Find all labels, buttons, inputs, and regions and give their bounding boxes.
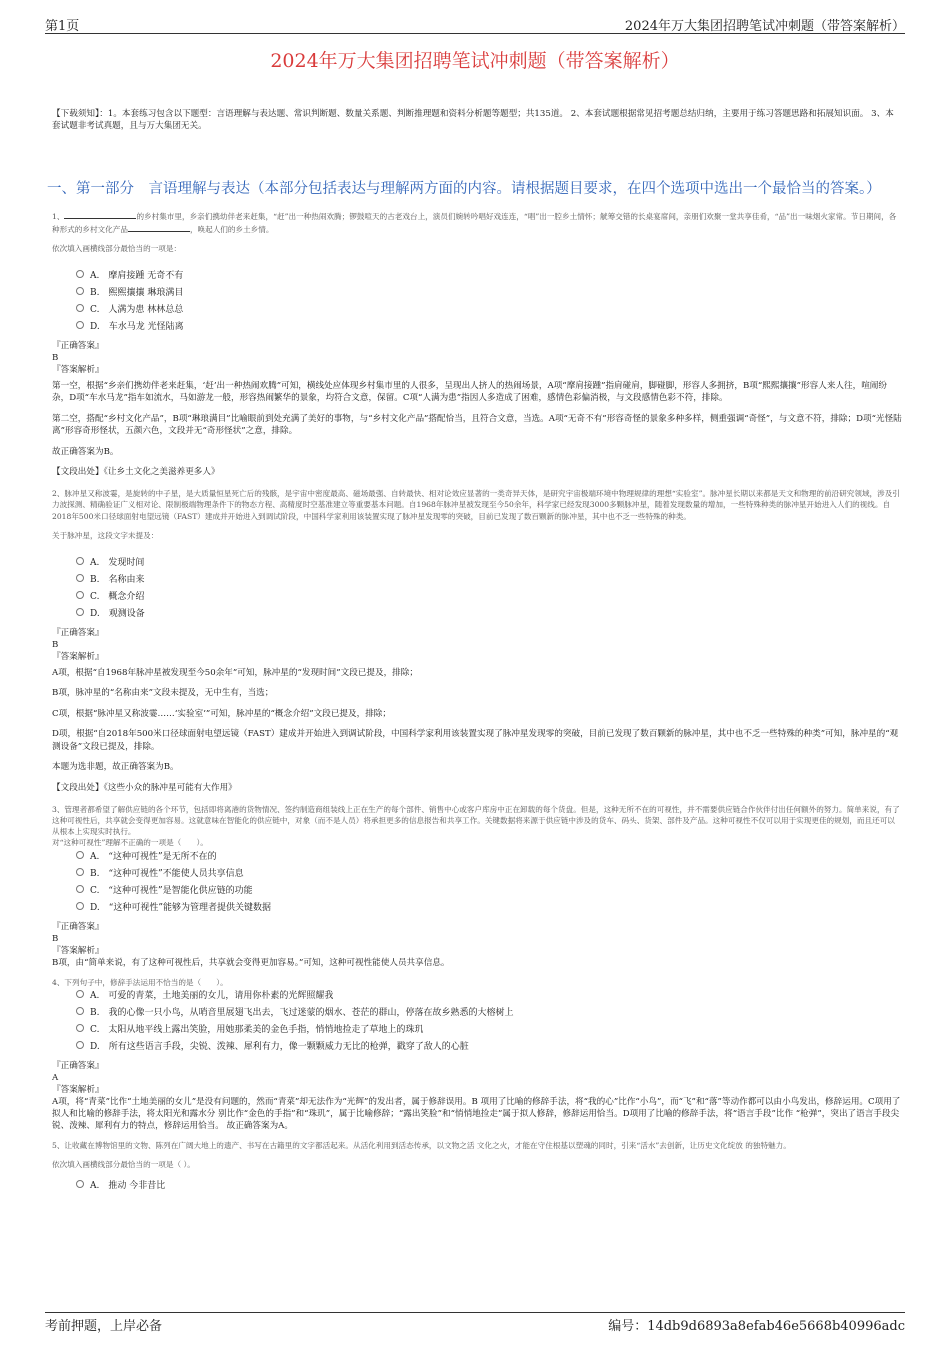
question-3-options: [52, 849, 902, 917]
radio-icon[interactable]: [76, 591, 84, 599]
question-5-options: [52, 1178, 902, 1195]
question-5-prompt: 依次填入画横线部分最恰当的一项是（ ）。: [52, 1159, 195, 1169]
option-item[interactable]: D. “这种可视性”能够为管理者提供关键数据: [76, 900, 902, 917]
answer-label: 『正确答案』: [52, 1060, 104, 1071]
answer-value: B: [52, 640, 59, 651]
analysis-label: 『答案解析』: [52, 652, 104, 663]
option-item[interactable]: C. 概念介绍: [76, 589, 902, 606]
analysis-paragraph: B项，由“简单来说，有了这种可视性后，共享就会变得更加容易。”可知，这种可视性能使人员共享信息。: [52, 957, 450, 968]
radio-icon[interactable]: [76, 868, 84, 876]
option-item[interactable]: A. 发现时间: [76, 555, 902, 572]
radio-icon[interactable]: [76, 1007, 84, 1015]
question-1-stem: 1、 的乡村集市里，乡亲们携幼伴老来赶集，“赶”出一种热闹欢腾；锣鼓喧天的古老戏台上，演员们婉转吟唱好戏连连，“唱”出一腔乡土情怀；觥筹交错的长桌宴席间，亲朋们欢聚一堂共享佳肴，“品”出一味烟火家常。节日期间，各种形式的乡村文化产品 ，唤起人们的乡土乡情。: [52, 212, 897, 234]
question-3-prompt: 对“这种可视性”理解不正确的一项是（ ）。: [52, 838, 208, 848]
radio-icon[interactable]: [76, 608, 84, 616]
radio-icon[interactable]: [76, 885, 84, 893]
radio-icon[interactable]: [76, 1024, 84, 1032]
option-item[interactable]: C. “这种可视性”是智能化供应链的功能: [76, 883, 902, 900]
radio-icon[interactable]: [76, 1041, 84, 1049]
analysis-label: 『答案解析』: [52, 945, 104, 956]
radio-icon[interactable]: [76, 1180, 84, 1188]
analysis-label: 『答案解析』: [52, 365, 104, 376]
option-item[interactable]: A. 摩肩接踵 无奇不有: [76, 268, 902, 285]
answer-value: B: [52, 353, 59, 364]
radio-icon[interactable]: [76, 902, 84, 910]
page-header: [0, 0, 950, 34]
question-2-prompt: 关于脉冲星，这段文字未提及：: [52, 530, 159, 540]
radio-icon[interactable]: [76, 304, 84, 312]
option-item[interactable]: B. “这种可视性”不能使人员共享信息: [76, 866, 902, 883]
analysis-paragraph: 第二空，搭配“乡村文化产品”，B项“琳琅满目”比喻眼前到处充满了美好的事物，与“乡村文化产品”搭配恰当，且符合文意，当选。A项“无奇不有”形容奇怪的景象多种多样，侧重强调“奇怪”，与文意不符，排除；D项“光怪陆离”形容奇形怪状，五颜六色，文段并无“奇形怪状”之意，排除。: [52, 413, 902, 437]
question-5-stem: 5、让收藏在博物馆里的文物、陈列在广阔大地上的遗产、书写在古籍里的文字都活起来。从活化利用到活态传承，以文物之活 文化之火，才能在守住根基以塑魂的同时，引来“活水”去创新，让历史文化绽放 的独特魅力。: [52, 1140, 791, 1150]
radio-icon[interactable]: [76, 270, 84, 278]
question-1-prompt: 依次填入画横线部分最恰当的一项是：: [52, 243, 182, 253]
option-item[interactable]: C. 人满为患 林林总总: [76, 302, 902, 319]
header-doc-title: 2024年万大集团招聘笔试冲刺题（带答案解析）: [624, 19, 905, 34]
question-4-stem: 4、下列句子中，修辞手法运用不恰当的是（ ）。: [52, 977, 228, 987]
question-4-options: [52, 988, 902, 1056]
radio-icon[interactable]: [76, 557, 84, 565]
question-4: [52, 977, 902, 1132]
page-footer: [45, 1312, 905, 1334]
radio-icon[interactable]: [76, 851, 84, 859]
option-item[interactable]: A. 可爱的青菜，土地美丽的女儿，请用你朴素的光辉照耀我: [76, 988, 902, 1005]
download-notice: 【下载须知】：1。本套练习包含以下题型：言语理解与表达题、常识判断题、数量关系题、判断推理题和资料分析题等题型；共135道。 2、本套试题根据常见招考题总结归纳，主要用于练习答题思路和拓展知识面。 3、本套试题非考试真题，且与万大集团无关。: [52, 109, 894, 132]
radio-icon[interactable]: [76, 990, 84, 998]
analysis-paragraph: 第一空，根据“乡亲们携幼伴老来赶集，‘赶’出一种热闹欢腾”可知，横线处应体现乡村集市里的人很多，呈现出人挤人的热闹场景，A项“摩肩接踵”指肩碰肩，脚碰脚，形容人多拥挤，B项“熙熙攘攘”形容人来人往，喧闹纷杂，D项“车水马龙”指车如流水，马如游龙一般，形容热闹繁华的景象，均符合文意，保留。C项“人满为患”指因人多造成了困难，感情色彩偏消极，与文段感情色彩不符，排除。: [52, 381, 887, 404]
analysis-paragraph: C项，根据“脉冲星又称波霎……‘实验室’”可知，脉冲星的“概念介绍”文段已提及，排除；: [52, 708, 391, 719]
question-5: [52, 1140, 902, 1195]
option-item[interactable]: B. 我的心像一只小鸟，从哨音里展翅飞出去，飞过迷蒙的烟水、苍茫的群山，停落在故乡熟悉的大榕树上: [76, 1005, 902, 1022]
page-number: 第1页: [45, 19, 80, 34]
analysis-label: 『答案解析』: [52, 1084, 104, 1095]
option-item[interactable]: A. 推动 今非昔比: [76, 1178, 902, 1195]
analysis-paragraph: D项，根据“自2018年500米口径球面射电望远镜（FAST）建成并开始进入到调试阶段，中国科学家利用该装置实现了脉冲星发现零的突破，目前已发现了数百颗新的脉冲星，其中也不乏一些特殊的种类”可知，脉冲星的“观测设备”文段已提及，排除。: [52, 729, 899, 752]
section-heading: 一、第一部分 言语理解与表达（本部分包括表达与理解两方面的内容。请根据题目要求，在四个选项中选出一个最恰当的答案。）: [47, 181, 881, 198]
document-title: 2024年万大集团招聘笔试冲刺题（带答案解析）: [270, 50, 680, 72]
option-item[interactable]: B. 熙熙攘攘 琳琅满目: [76, 285, 902, 302]
answer-value: B: [52, 933, 59, 944]
document-body: [47, 108, 902, 1199]
radio-icon[interactable]: [76, 574, 84, 582]
radio-icon[interactable]: [76, 287, 84, 295]
source-citation: 【文段出处】《这些小众的脉冲星可能有大作用》: [52, 782, 237, 793]
analysis-paragraph: B项，脉冲星的“名称由来”文段未提及，无中生有，当选；: [52, 688, 274, 699]
option-item[interactable]: C. 太阳从地平线上露出笑脸，用她那柔美的金色手指，悄悄地捡走了草地上的珠玑: [76, 1022, 902, 1039]
fill-blank-1: [64, 210, 136, 219]
question-3: [52, 804, 902, 969]
radio-icon[interactable]: [76, 321, 84, 329]
answer-label: 『正确答案』: [52, 628, 104, 639]
option-item[interactable]: D. 所有这些语言手段，尖锐、泼辣、犀利有力，像一颗颗威力无比的枪弹，戳穿了敌人的心脏: [76, 1039, 902, 1056]
analysis-paragraph: A项，根据“自1968年脉冲星被发现至今50余年”可知，脉冲星的“发现时间”文段已提及，排除；: [52, 668, 418, 679]
answer-label: 『正确答案』: [52, 921, 104, 932]
option-item[interactable]: B. 名称由来: [76, 572, 902, 589]
question-2-stem: 2、脉冲星又称波霎，是旋转的中子星，是大质量恒星死亡后的残骸，是宇宙中密度最高、磁场最强、自转最快、相对论效应显著的一类奇异天体，是研究宇宙极端环境中物理规律的理想“实验室”。脉冲星长期以来都是天文和物理的前沿研究领域，涉及引力波探测、精确验证广义相对论、限制极端物理条件下的物态方程、高精度时空基准建立等重要基本问题。自1968年脉冲星被发现至今50余年，科学家已经发现3000多颗脉冲星，随着发现数量的增加，一些特殊种类的脉冲星开始进入人们的视线。自2018年500米口径球面射电望远镜（FAST）建成并开始进入到调试阶段，中国科学家利用该装置实现了脉冲星发现零的突破，目前已发现了数百颗新的脉冲星，其中也不乏一些特殊的种类。: [52, 489, 900, 521]
answer-label: 『正确答案』: [52, 341, 104, 352]
question-3-stem: 3、管理者都希望了解供应链的各个环节，包括即将离港的货物情况、签约制造商组装线上正在生产的每个部件、销售中心或客户库房中正在卸载的每个货盘。但是，这种无所不在的可视性，并不需要供应链合作伙伴付出任何额外的努力。简单来说，有了这种可视性后，共享就会变得更加容易。这就意味在智能化的供应链中，对象（而不是人员）将承担更多的信息报告和共享工作。关键数据将来源于供应链中涉及的货车、码头、货架、部件及产品。这种可视性不仅可以用于实现更佳的规划，而且还可以从根本上实现实时执行。: [52, 804, 900, 837]
footer-serial: 编号：14db9d6893a8efab46e5668b40996adc: [608, 1319, 905, 1334]
analysis-paragraph: 本题为选非题，故正确答案为B。: [52, 762, 179, 773]
option-item[interactable]: A. “这种可视性”是无所不在的: [76, 849, 902, 866]
answer-value: A: [52, 1072, 59, 1083]
source-citation: 【文段出处】《让乡土文化之美滋养更多人》: [52, 467, 220, 478]
analysis-paragraph: A项，将“青菜”比作“土地美丽的女儿”是没有问题的，然而“青菜”却无法作为“光辉”的发出者，属于修辞误用。B 项用了比喻的修辞手法，将“我的心”比作“小鸟”，而“飞”和“落”等动作都可以由小鸟发出，修辞运用。C项用了拟人和比喻的修辞手法，将太阳光和露水分 别比作“金色的手指”和“珠玑”，属于比喻修辞；“露出笑脸”和“悄悄地捡走”属于拟人修辞，修辞运用恰当。D项用了比喻的修辞手法，将“语言手段”比作 “枪弹”，突出了语言手段尖锐、泼辣、犀利有力的特点，修辞运用恰当。 故正确答案为A。: [52, 1096, 901, 1131]
question-1-options: [52, 268, 902, 336]
option-item[interactable]: D. 观测设备: [76, 606, 902, 623]
option-item[interactable]: D. 车水马龙 光怪陆离: [76, 319, 902, 336]
header-rule: [45, 33, 905, 34]
question-2: [52, 488, 902, 793]
footer-slogan: 考前押题，上岸必备: [45, 1319, 163, 1334]
question-1: [52, 210, 902, 478]
question-2-options: [52, 555, 902, 623]
analysis-paragraph: 故正确答案为B。: [52, 446, 119, 457]
fill-blank-2: [128, 223, 190, 232]
